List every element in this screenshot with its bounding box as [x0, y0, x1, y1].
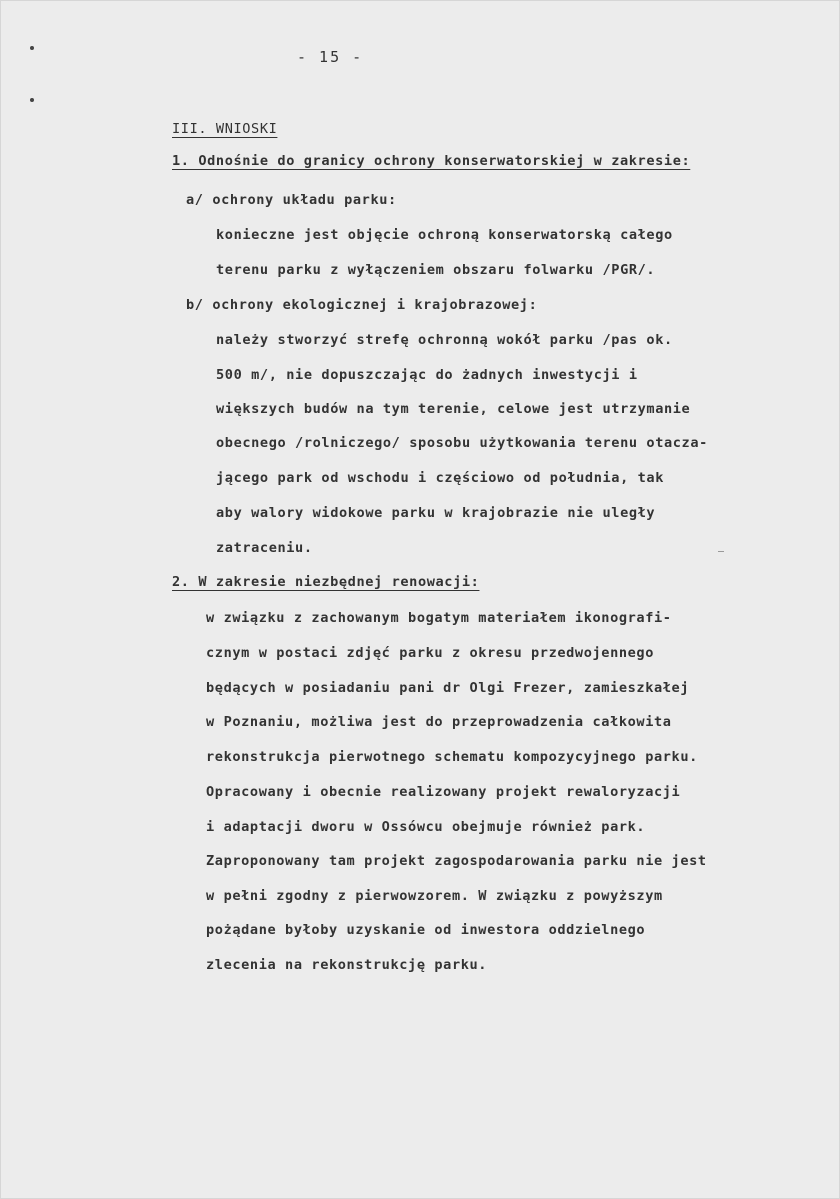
- point-2-text-line: zlecenia na rekonstrukcję parku.: [206, 957, 488, 973]
- point-1b-text-line: należy stworzyć strefę ochronną wokół parku /pas ok.: [216, 332, 673, 348]
- point-2-text-line: i adaptacji dworu w Ossówcu obejmuje również park.: [206, 819, 646, 835]
- point-2-text-line: Zaproponowany tam projekt zagospodarowania parku nie jest: [206, 853, 707, 869]
- punch-hole-mark-bottom: [30, 98, 34, 102]
- point-2-text-line: rekonstrukcja pierwotnego schematu kompozycyjnego parku.: [206, 749, 698, 765]
- point-1a-label: a/ ochrony układu parku:: [186, 192, 397, 208]
- point-1b-text-line: aby walory widokowe parku w krajobrazie nie uległy: [216, 505, 656, 521]
- point-2-text-line: w związku z zachowanym bogatym materiałem ikonografi-: [206, 610, 672, 626]
- point-1-heading: 1. Odnośnie do granicy ochrony konserwatorskiej w zakresie:: [172, 153, 691, 169]
- point-2-text-line: pożądane byłoby uzyskanie od inwestora oddzielnego: [206, 922, 646, 938]
- point-2-text-line: będących w posiadaniu pani dr Olgi Frezer, zamieszkałej: [206, 680, 690, 696]
- point-1b-text-line: zatraceniu.: [216, 540, 313, 556]
- point-1b-label: b/ ochrony ekologicznej i krajobrazowej:: [186, 297, 538, 313]
- point-1b-text-line: większych budów na tym terenie, celowe jest utrzymanie: [216, 401, 691, 417]
- point-1b-text-line: obecnego /rolniczego/ sposobu użytkowania terenu otacza-: [216, 435, 708, 451]
- point-2-heading: 2. W zakresie niezbędnej renowacji:: [172, 574, 480, 590]
- point-1b-text-line: jącego park od wschodu i częściowo od południa, tak: [216, 470, 664, 486]
- point-2-text-line: Opracowany i obecnie realizowany projekt rewaloryzacji: [206, 784, 681, 800]
- point-1a-text-line: konieczne jest objęcie ochroną konserwatorską całego: [216, 227, 673, 243]
- point-1b-text-line: 500 m/, nie dopuszczając do żadnych inwestycji i: [216, 367, 638, 383]
- paper-speck: [718, 551, 724, 552]
- punch-hole-mark-top: [30, 46, 34, 50]
- page-number: - 15 -: [297, 48, 364, 66]
- section-heading: III. WNIOSKI: [172, 121, 278, 137]
- point-2-text-line: w pełni zgodny z pierwowzorem. W związku z powyższym: [206, 888, 663, 904]
- point-1a-text-line: terenu parku z wyłączeniem obszaru folwarku /PGR/.: [216, 262, 656, 278]
- point-2-text-line: w Poznaniu, możliwa jest do przeprowadzenia całkowita: [206, 714, 672, 730]
- point-2-text-line: cznym w postaci zdjęć parku z okresu przedwojennego: [206, 645, 654, 661]
